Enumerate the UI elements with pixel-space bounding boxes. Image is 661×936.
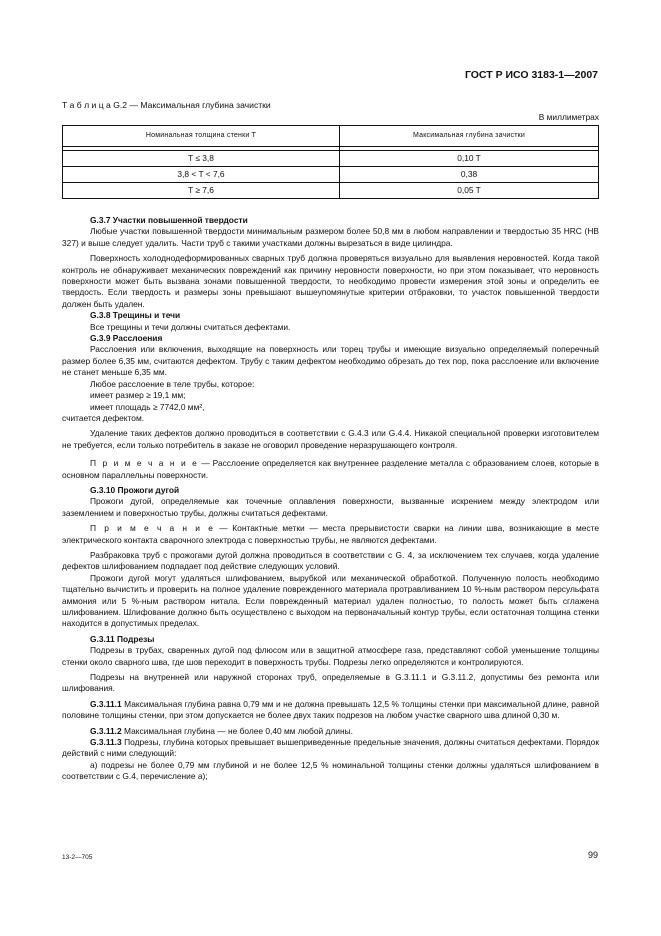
paragraph: Подрезы на внутренней или наружной сторонах труб, определяемые в G.3.11.1 и G.3.11.2, допустимы без ремонта или шлифования. (62, 672, 599, 694)
paragraph: Разбраковка труб с прожогами дугой должна проводиться в соответствии с G. 4, за исключением тех случаев, когда удаление дефектов шлифованием подпадает под действие следующих условий. (62, 549, 599, 572)
table-header-cell: Номинальная толщина стенки T (63, 126, 340, 147)
paragraph: Прожоги дугой могут удаляться шлифованием, вырубкой или механической обработкой. Полученную полость необходимо тщательно вычистить и проверить на полное удаление поврежденного материала протравливанием 10 %-ным раствором персульфата аммония или 5 %-ным раствором нитала. Если поврежденный материал удален полностью, то полость может быть сглажена шлифованием. Шлифование должно быть осуществлено с выходом на первоначальный контур трубы, если остаточная толщина стенки находится в допустимых пределах. (62, 572, 599, 629)
note-label: П р и м е ч а н и е (90, 523, 215, 534)
list-item: имеет площадь ≥ 7742,0 мм², (90, 401, 205, 412)
section-heading-g310: G.3.10 Прожоги дугой (90, 484, 180, 495)
page-number: 99 (587, 850, 598, 860)
note (62, 523, 599, 546)
list-item: имеет размер ≥ 19,1 мм; (90, 390, 186, 401)
list-item: а) подрезы не более 0,79 мм глубиной и не более 12,5 % номинальной толщины стенки должны удаляться шлифованием в соответствии с G.4, перечисление а); (62, 759, 599, 782)
paragraph: Подрезы в трубах, сваренных дугой под флюсом или в защитной атмосфере газа, представляют собой уменьшение толщины стенки около сварного шва, где шов переходит в поверхность трубы. Подрезы легко определяются и контролируются. (62, 645, 599, 667)
table-cell: T ≥ 7,6 (63, 183, 340, 199)
table-caption (62, 100, 271, 111)
paragraph: Расслоения или включения, выходящие на поверхность или торец трубы и имеющие визуально определяемый поперечный размер более 6,35 мм, считаются дефектом. Трубу с таким дефектом необходимо обрезать до тех пор, пока расслоение или включение не станет меньше 6,35 мм. (62, 344, 599, 378)
table-caption-text: G.2 — Максимальная глубина зачистки (113, 100, 271, 110)
body-text (62, 215, 599, 783)
section-heading-g38: G.3.8 Трещины и течи (90, 310, 181, 321)
note-text: — Контактные метки — места прерывистости сварки на линии шва, возникающие в месте электрического контакта сварочного электрода с поверхностью трубы, не являются дефектами. (62, 523, 599, 545)
section-heading-g39: G.3.9 Расслоения (90, 333, 163, 344)
subsection-paragraph (62, 737, 599, 760)
subsection-text: Максимальная глубина равна 0,79 мм и не должна превышать 12,5 % толщины стенки при максимальной длине, равной половине толщины стенки, при этом допускается не более двух таких подрезов на любом участке сварного шва длиной 0,30 м. (62, 698, 599, 721)
table-units-note: В миллиметрах (538, 112, 599, 122)
section-heading-g37: G.3.7 Участки повышенной твердости (90, 215, 248, 225)
table-row (63, 183, 599, 199)
table-cell: 0,05 T (340, 183, 599, 199)
note (62, 458, 599, 481)
grinding-depth-table (62, 125, 599, 199)
paragraph: считается дефектом. (62, 412, 145, 423)
paragraph: Все трещины и течи должны считаться дефектами. (90, 321, 291, 332)
subsection-text: Подрезы, глубина которых превышает вышеприведенные предельные значения, должны считаться дефектами. Порядок действий с ними следующий: (62, 737, 600, 759)
print-code: 13-2—705 (62, 854, 93, 861)
table-header-row (63, 126, 599, 147)
table-header-cell: Максимальная глубина зачистки (340, 126, 599, 147)
subsection-paragraph (62, 699, 599, 722)
paragraph: Прожоги дугой, определяемые как точечные оплавления поверхности, вызванные искрением между электродом или заземлением и поверхностью трубы, должны считаться дефектами. (62, 496, 599, 518)
note-label: П р и м е ч а н и е (90, 458, 199, 469)
subsection-text: Максимальная глубина — не более 0,40 мм любой длины. (124, 725, 353, 736)
subsection-number: G.3.11.1 (90, 698, 122, 709)
table-cell: 0,38 (340, 167, 599, 183)
table-cell: 3,8 < T < 7,6 (63, 167, 340, 183)
section-heading-g311: G.3.11 Подрезы (90, 633, 155, 644)
table-cell: 0,10 T (340, 151, 599, 167)
paragraph: Удаление таких дефектов должно проводиться в соответствии с G.4.3 или G.4.4. Никакой специальной проверки изготовителем не требуется, если только потребитель в заказе не оговорил проведение неразрушающего контроля. (62, 428, 599, 450)
subsection-paragraph (62, 726, 599, 737)
paragraph: Поверхность холоднодеформированных сварных труб должна проверяться визуально для выявления неровностей. Когда такой контроль не обнаруживает механических повреждений как причину неровности поверхности, но при этом показывает, что неровность поверхности может быть вызвана зонами повышенной твердости, то необходимо провести измерения этой зоны и определить ее твердость. Если твердость и размеры зоны превышают вышеупомянутые критерии отбраковки, то участок повышенной твердости должен быть удален. (62, 253, 599, 309)
paragraph: Любые участки повышенной твердости минимальным размером более 50,8 мм в любом направлении и твердостью 35 HRC (HB 327) и выше следует удалить. Части труб с такими участками должны вырезаться в виде цилиндра. (62, 226, 599, 248)
note-text: — Расслоение определяется как внутреннее разделение металла с образованием слоев, которые в основном параллельны поверхности. (62, 458, 599, 480)
subsection-number: G.3.11.3 (90, 737, 122, 748)
table-row (63, 167, 599, 183)
table-cell: T ≤ 3,8 (63, 151, 340, 167)
table-row (63, 151, 599, 167)
subsection-number: G.3.11.2 (90, 725, 122, 736)
table-caption-prefix: Т а б л и ц а (62, 100, 111, 110)
paragraph: Любое расслоение в теле трубы, которое: (90, 378, 255, 389)
standard-code: ГОСТ Р ИСО 3183-1—2007 (464, 69, 598, 81)
